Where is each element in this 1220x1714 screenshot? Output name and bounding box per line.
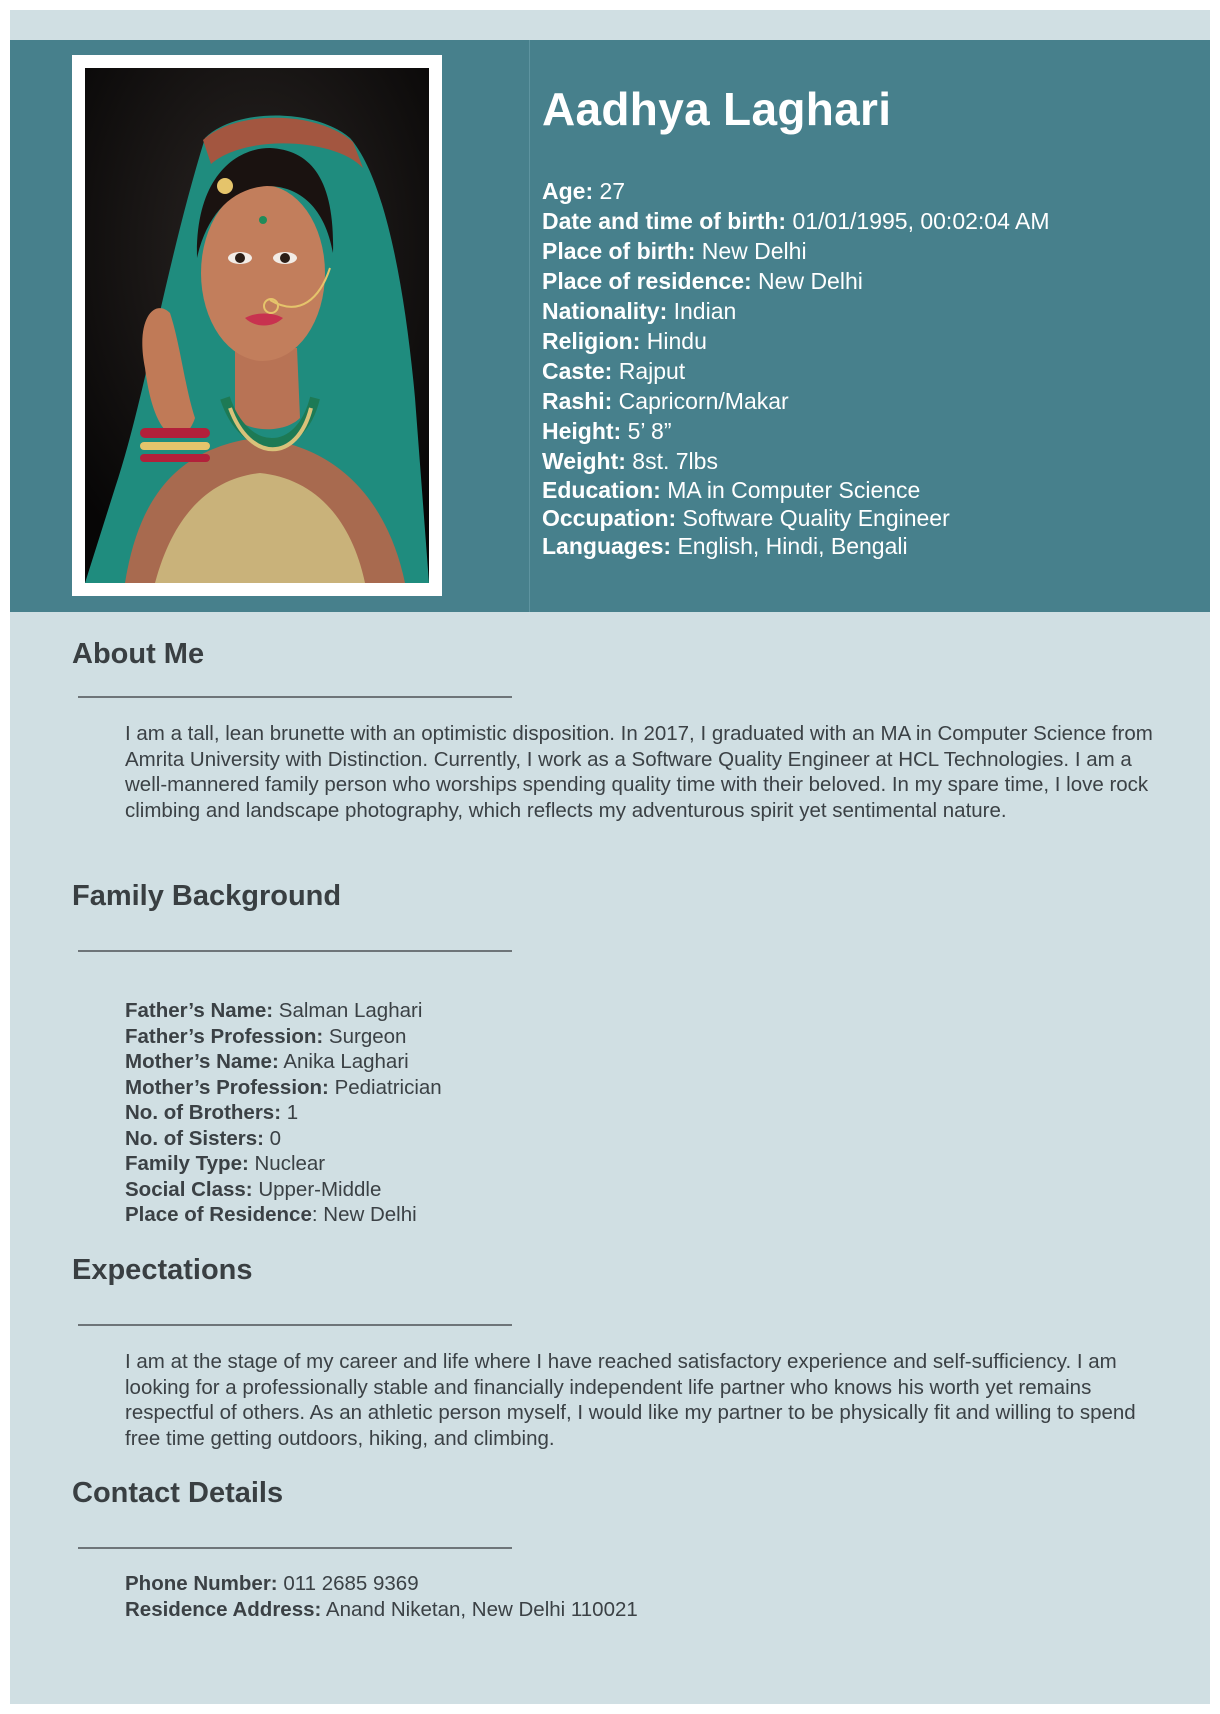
profile-name: Aadhya Laghari: [542, 83, 892, 135]
contact-address: Residence Address: Anand Niketan, New Delhi 110021: [125, 1597, 638, 1621]
family-title: Family Background: [72, 880, 342, 912]
family-details: [125, 998, 442, 1228]
detail-occupation: Occupation: Software Quality Engineer: [542, 505, 950, 531]
family-type: Family Type: Nuclear: [125, 1152, 326, 1175]
family-social-class: Social Class: Upper-Middle: [125, 1177, 382, 1201]
about-text: I am a tall, lean brunette with an optimistic disposition. In 2017, I graduated with an MA in Computer Science from Amrita University with Distinction. Currently, I work as a Software Quality Engineer at HCL Technologies. I am a well-mannered family person who worships spending quality time with their beloved. In my spare time, I love rock climbing and landscape photography, which reflects my adventurous spirit yet sentimental nature.: [125, 722, 1153, 822]
expectations-title: Expectations: [72, 1254, 253, 1286]
detail-education: Education: MA in Computer Science: [542, 477, 921, 503]
family-mothers-name: Mother’s Name: Anika Laghari: [125, 1050, 409, 1073]
profile-header: [10, 40, 1210, 612]
personal-details: [542, 176, 1050, 560]
detail-nationality: Nationality: Indian: [542, 298, 737, 324]
about-divider: [78, 696, 512, 698]
expectations-divider: [78, 1324, 512, 1326]
profile-photo: [85, 68, 429, 583]
family-residence: Place of Residence: New Delhi: [125, 1203, 417, 1226]
detail-languages: Languages: English, Hindi, Bengali: [542, 533, 908, 559]
contact-phone: Phone Number: 011 2685 9369: [125, 1572, 419, 1595]
detail-age: Age: 27: [542, 178, 626, 204]
family-divider: [78, 950, 512, 952]
detail-height: Height: 5’ 8”: [542, 418, 672, 444]
detail-birth-datetime: Date and time of birth: 01/01/1995, 00:02:04 AM: [542, 208, 1050, 234]
contact-details: [125, 1571, 638, 1622]
detail-caste: Caste: Rajput: [542, 358, 686, 384]
detail-religion: Religion: Hindu: [542, 328, 707, 354]
profile-photo-frame: [72, 55, 442, 596]
family-fathers-name: Father’s Name: Salman Laghari: [125, 999, 423, 1022]
detail-rashi: Rashi: Capricorn/Makar: [542, 388, 789, 414]
about-title: About Me: [72, 638, 205, 670]
biodata-page: [10, 10, 1210, 1704]
contact-title: Contact Details: [72, 1477, 284, 1509]
expectations-text: I am at the stage of my career and life where I have reached satisfactory experience and self-sufficiency. I am looking for a professionally stable and financially independent life partner who knows his worth yet remains respectful of others. As an athletic person myself, I would like my partner to be physically fit and willing to spend free time getting outdoors, hiking, and climbing.: [125, 1350, 1136, 1450]
detail-place-of-residence: Place of residence: New Delhi: [542, 268, 863, 294]
family-mothers-profession: Mother’s Profession: Pediatrician: [125, 1075, 442, 1099]
header-divider: [529, 40, 530, 612]
contact-divider: [78, 1547, 512, 1549]
family-sisters: No. of Sisters: 0: [125, 1126, 282, 1150]
detail-place-of-birth: Place of birth: New Delhi: [542, 238, 807, 264]
family-brothers: No. of Brothers: 1: [125, 1101, 299, 1124]
family-fathers-profession: Father’s Profession: Surgeon: [125, 1024, 407, 1048]
detail-weight: Weight: 8st. 7lbs: [542, 448, 718, 474]
portrait-illustration: [85, 68, 429, 583]
